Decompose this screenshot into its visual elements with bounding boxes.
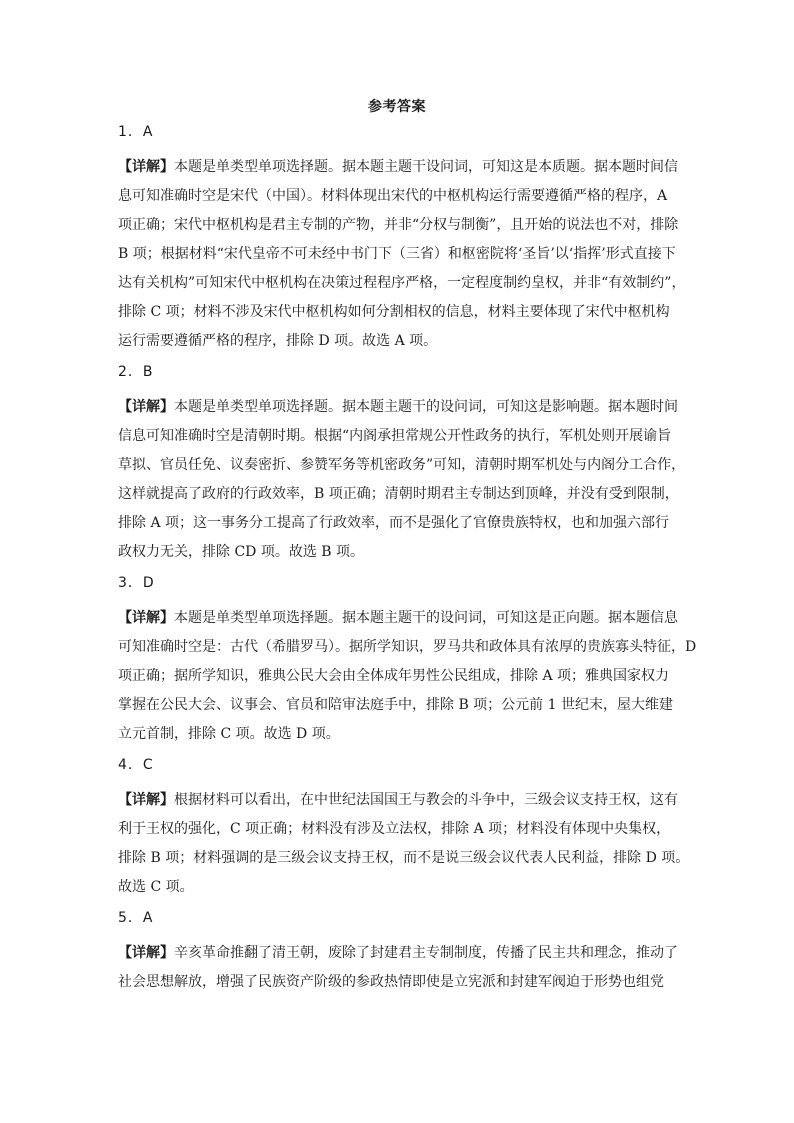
answer-block	[118, 360, 684, 567]
explanation-line	[118, 153, 684, 182]
detail-tag: 【详解】	[118, 610, 174, 626]
question-number: 1．A	[118, 124, 154, 140]
answer-block	[118, 906, 684, 997]
explanation-text: 项正确；据所学知识，雅典公民大会由全体成年男性公民组成，排除 A 项；雅典国家权力	[118, 668, 670, 684]
detail-tag: 【详解】	[118, 945, 174, 961]
detail-tag: 【详解】	[118, 159, 174, 175]
explanation-line	[118, 538, 684, 567]
question-number: 2．B	[118, 364, 154, 380]
explanation	[118, 786, 690, 902]
explanation-text: 运行需要遵循严格的程序，排除 D 项。故选 A 项。	[118, 333, 438, 349]
explanation-text: 根据材料可以看出，在中世纪法国国王与教会的斗争中，三级会议支持王权，这有	[174, 792, 678, 808]
explanation-line	[118, 633, 697, 662]
explanation-text: 利于王权的强化，C 项正确；材料没有涉及立法权，排除 A 项；材料没有体现中央集权，	[118, 821, 671, 837]
answer-block	[118, 120, 684, 356]
explanation-line	[118, 720, 684, 749]
detail-tag: 【详解】	[118, 792, 174, 808]
explanation-line	[118, 269, 684, 298]
explanation-text: 掌握在公民大会、议事会、官员和陪审法庭手中，排除 B 项；公元前 1 世纪末，屋大维建	[118, 697, 673, 713]
explanation-text: 达有关机构”可知宋代中枢机构在决策过程程序严格，一定程度制约皇权，并非“有效制约”，	[118, 275, 686, 291]
explanation-line	[118, 939, 684, 968]
explanation-line	[118, 691, 684, 720]
explanation	[118, 939, 684, 997]
detail-tag: 【详解】	[118, 399, 174, 415]
explanation-text: 息可知准确时空是宋代（中国）。材料体现出宋代的中枢机构运行需要遵循严格的程序，A	[118, 188, 668, 204]
explanation-line	[118, 815, 684, 844]
explanation-line	[118, 240, 684, 269]
explanation-line	[118, 422, 684, 451]
page-title: 参考答案	[368, 99, 426, 115]
explanation-text: 排除 B 项；材料强调的是三级会议支持王权，而不是说三级会议代表人民利益，排除 D 项。	[118, 850, 690, 866]
explanation-line	[118, 662, 684, 691]
explanation	[118, 153, 684, 356]
explanation-text: 本题是单类型单项选择题。据本题主题干设问词，可知这是本质题。据本题时间信	[174, 159, 678, 175]
answers-content	[118, 120, 697, 1001]
explanation	[118, 604, 697, 749]
explanation-line	[118, 327, 684, 356]
explanation-line	[118, 786, 684, 815]
explanation-line	[118, 451, 684, 480]
explanation-text: 故选 C 项。	[118, 879, 194, 895]
explanation	[118, 393, 684, 567]
answer-block	[118, 753, 690, 902]
explanation-text: 辛亥革命推翻了清王朝，废除了封建君主专制制度，传播了民主共和理念，推动了	[174, 945, 678, 961]
question-number: 4．C	[118, 757, 154, 773]
explanation-text: 排除 A 项；这一事务分工提高了行政效率，而不是强化了官僚贵族特权，也和加强六部行	[118, 515, 670, 531]
explanation-text: 排除 C 项；材料不涉及宋代中枢机构如何分割相权的信息，材料主要体现了宋代中枢机构	[118, 304, 670, 320]
question-number: 5．A	[118, 910, 154, 926]
explanation-line	[118, 211, 684, 240]
explanation-text: B 项；根据材料“宋代皇帝不可未经中书门下（三省）和枢密院将‘圣旨’以‘指挥’形式直接下	[118, 246, 676, 262]
explanation-text: 政权力无关，排除 CD 项。故选 B 项。	[118, 544, 365, 560]
explanation-text: 项正确；宋代中枢机构是君主专制的产物，并非“分权与制衡”，且开始的说法也不对，排除	[118, 217, 679, 233]
explanation-line	[118, 968, 684, 997]
explanation-line	[118, 604, 684, 633]
explanation-line	[118, 509, 684, 538]
explanation-text: 立元首制，排除 C 项。故选 D 项。	[118, 726, 340, 742]
explanation-text: 这样就提高了政府的行政效率，B 项正确；清朝时期君主专制达到顶峰，并没有受到限制，	[118, 486, 679, 502]
explanation-line	[118, 393, 684, 422]
explanation-line	[118, 480, 684, 509]
explanation-text: 本题是单类型单项选择题。据本题主题干的设问词，可知这是正向题。据本题信息	[174, 610, 678, 626]
explanation-text: 可知准确时空是：古代（希腊罗马）。据所学知识，罗马共和政体具有浓厚的贵族寡头特征，D	[118, 639, 697, 655]
explanation-text: 草拟、官员任免、议奏密折、参赞军务等机密政务”可知，清朝时期军机处与内阁分工合作，	[118, 457, 686, 473]
explanation-line	[118, 182, 684, 211]
explanation-line	[118, 298, 684, 327]
explanation-text: 社会思想解放，增强了民族资产阶级的参政热情即使是立宪派和封建军阀迫于形势也组党	[118, 974, 664, 990]
explanation-line	[118, 873, 684, 902]
explanation-text: 本题是单类型单项选择题。据本题主题干的设问词，可知这是影响题。据本题时间	[174, 399, 678, 415]
answer-block	[118, 571, 697, 749]
explanation-text: 信息可知准确时空是清朝时期。根据“内阁承担常规公开性政务的执行，军机处则开展谕旨	[118, 428, 672, 444]
question-number: 3．D	[118, 575, 155, 591]
explanation-line	[118, 844, 690, 873]
